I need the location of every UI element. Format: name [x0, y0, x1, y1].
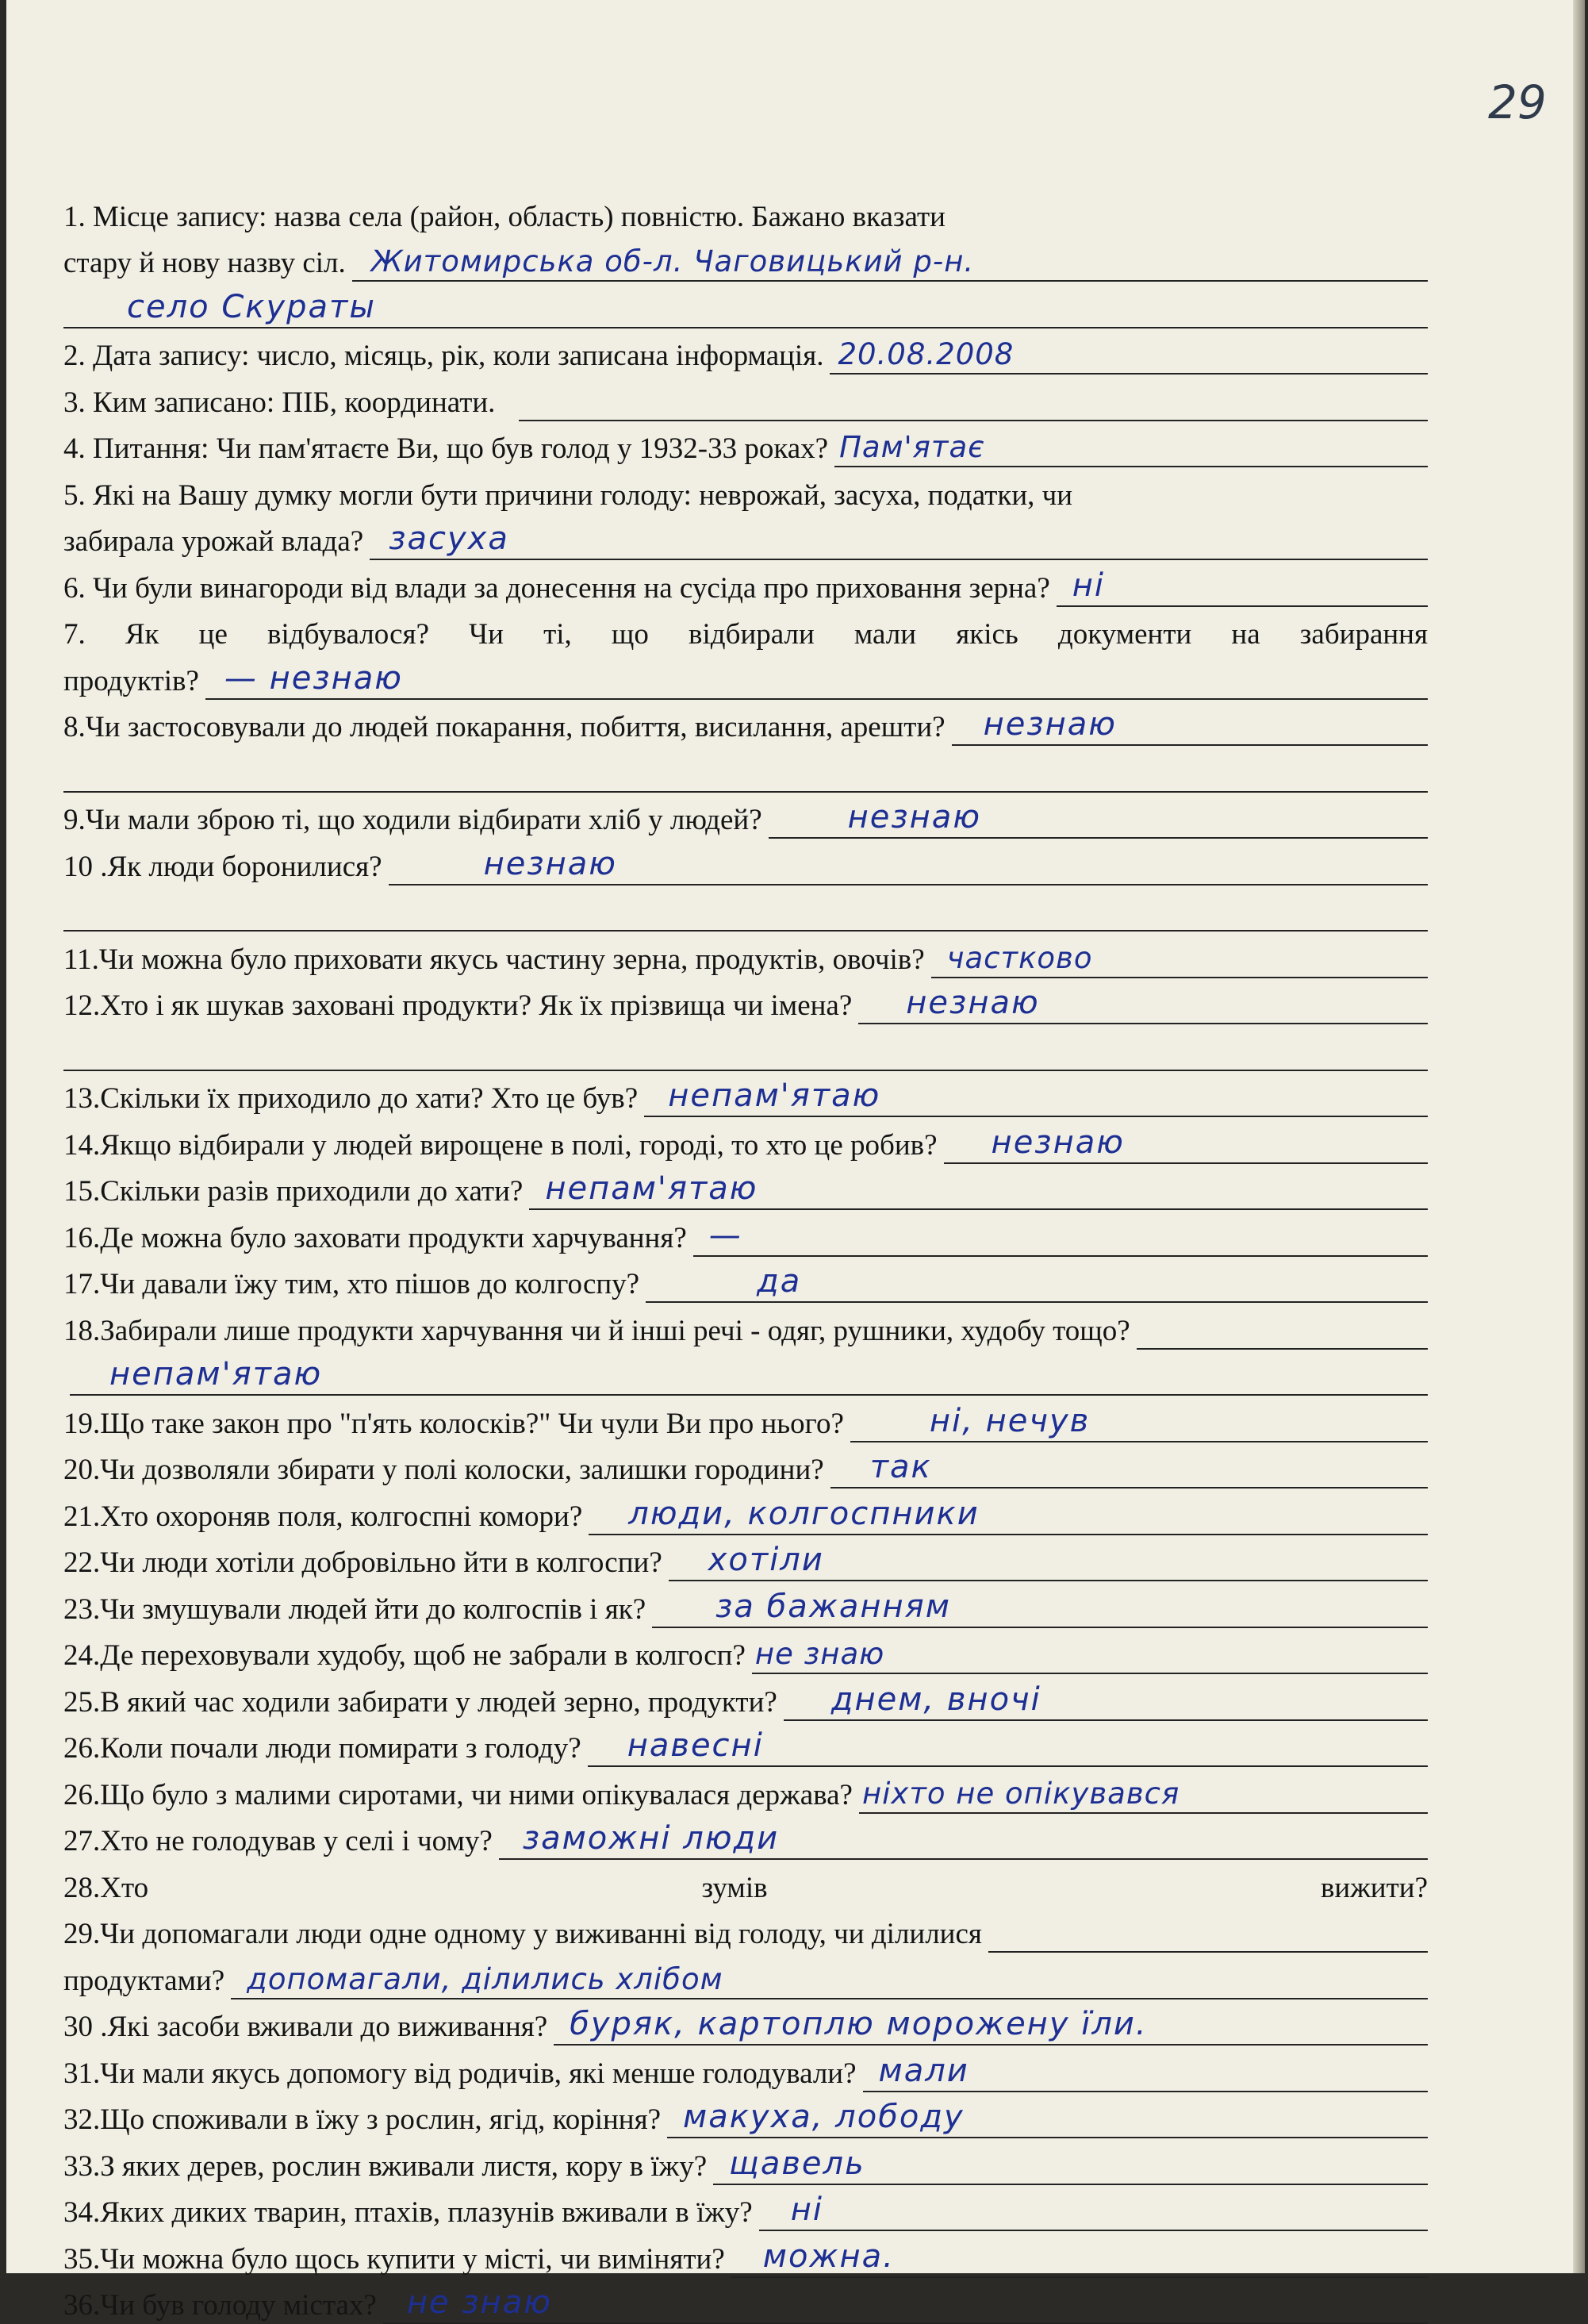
handwritten-answer: непам'ятаю [668, 1077, 880, 1114]
question-text: 28.Хто зумів вижити? [63, 1871, 1428, 1907]
handwritten-answer: ні [791, 2191, 823, 2228]
question-text: 35.Чи можна було щось купити у місті, чи виміняти? [63, 2242, 725, 2278]
question-row [63, 1442, 1428, 1489]
answer-line[interactable] [784, 1677, 1428, 1721]
question-text: 4. Питання: Чи пам'ятаєте Ви, що був голод у 1932-33 роках? [63, 432, 828, 467]
question-text: 5. Які на Вашу думку могли бути причини голоду: неврожай, засуха, податки, чи [63, 478, 1072, 514]
handwritten-answer: ні, нечув [930, 1403, 1090, 1439]
question-row [63, 1999, 1428, 2046]
question-row [63, 1303, 1428, 1350]
question-text: 33.З яких дерев, рослин вживали листя, кору в їжу? [63, 2149, 707, 2185]
question-text: 26.Коли почали люди помирати з голоду? [63, 1731, 581, 1767]
question-row [63, 1164, 1428, 1211]
question-row [63, 467, 1428, 514]
question-row [63, 932, 1428, 978]
handwritten-answer: Пам'ятає [839, 430, 984, 464]
answer-line[interactable] [713, 2141, 1428, 2185]
question-text: 8.Чи застосовували до людей покарання, побиття, висилання, арешти? [63, 710, 946, 746]
handwritten-answer: макуха, лободу [683, 2099, 965, 2135]
questionnaire-form [63, 189, 1428, 2324]
handwritten-answer: незнаю [984, 706, 1117, 743]
question-text: 23.Чи змушували людей йти до колгоспів і як? [63, 1592, 646, 1628]
handwritten-answer: — [709, 1217, 742, 1254]
question-row [63, 1071, 1428, 1118]
answer-line[interactable] [646, 1258, 1428, 1303]
answer-line[interactable] [588, 1723, 1428, 1767]
handwritten-answer: незнаю [906, 985, 1039, 1021]
question-row [63, 2278, 1428, 2324]
question-text: 14.Якщо відбирали у людей вирощене в полі, городі, то хто це робив? [63, 1128, 938, 1164]
handwritten-answer: да [757, 1263, 801, 1300]
question-text: 1. Місце запису: назва села (район, область) повністю. Бажано вказати [63, 200, 946, 236]
question-text: 21.Хто охороняв поля, колгоспні комори? [63, 1500, 582, 1535]
handwritten-answer: буряк, картоплю морожену їли. [570, 2006, 1147, 2042]
answer-line[interactable] [63, 748, 1428, 793]
question-row [63, 514, 1428, 561]
handwritten-answer: за бажанням [715, 1588, 951, 1625]
question-row [63, 793, 1428, 839]
question-text: забирала урожай влада? [63, 524, 363, 560]
question-row [63, 1210, 1428, 1257]
handwritten-answer: частково [947, 941, 1093, 975]
question-text: стару й нову назву сіл. [63, 246, 346, 282]
question-row [63, 1581, 1428, 1628]
question-text: 34.Яких диких тварин, птахів, плазунів вживали в їжу? [63, 2195, 753, 2231]
answer-line[interactable] [63, 284, 1428, 328]
answer-line[interactable] [63, 1027, 1428, 1071]
answer-line[interactable] [352, 237, 1428, 282]
question-text: 13.Скільки їх приходило до хати? Хто це був? [63, 1081, 638, 1117]
question-text: 26.Що було з малими сиротами, чи ними опікувалася держава? [63, 1778, 853, 1814]
answer-line[interactable] [529, 1166, 1428, 1210]
question-row [63, 746, 1428, 793]
answer-line[interactable] [731, 2234, 1428, 2278]
question-text: 9.Чи мали зброю ті, що ходили відбирати хліб у людей? [63, 803, 762, 839]
handwritten-answer: засуха [389, 520, 509, 557]
question-row [63, 1907, 1428, 1953]
question-row [63, 1628, 1428, 1675]
handwritten-answer: непам'ятаю [545, 1170, 758, 1207]
question-row [63, 1257, 1428, 1304]
handwritten-answer: незнаю [992, 1124, 1125, 1161]
handwritten-answer: Житомирська об-л. Чаговицький р-н. [371, 244, 974, 278]
answer-line[interactable] [988, 1908, 1428, 1953]
question-text: 10 .Як люди боронилися? [63, 850, 382, 885]
question-text: 31.Чи мали якусь допомогу від родичів, які менше голодували? [63, 2057, 857, 2092]
question-text: 19.Що таке закон про "п'ять колосків?" Чи чули Ви про нього? [63, 1407, 844, 1442]
answer-line[interactable] [389, 841, 1428, 885]
question-row [63, 1024, 1428, 1071]
question-text: 36.Чи був голоду містах? [63, 2288, 377, 2324]
answer-line[interactable] [1137, 1305, 1428, 1350]
answer-line[interactable] [205, 655, 1428, 700]
handwritten-answer: заможні люди [523, 1820, 779, 1857]
answer-line[interactable] [652, 1584, 1428, 1628]
question-text: 15.Скільки разів приходили до хати? [63, 1174, 523, 1210]
question-row [63, 607, 1428, 654]
question-row [63, 421, 1428, 468]
handwritten-answer: село Скураты [127, 289, 376, 325]
question-row [63, 236, 1428, 282]
question-text: 17.Чи давали їжу тим, хто пішов до колгоспу? [63, 1267, 639, 1303]
handwritten-answer: — незнаю [224, 660, 403, 697]
question-text: 7. Як це відбувалося? Чи ті, що відбирали мали якісь документи на забирання [63, 617, 1428, 653]
answer-line[interactable] [752, 1630, 1428, 1674]
handwritten-answer: не знаю [407, 2284, 552, 2321]
question-text: 6. Чи були винагороди від влади за донесення на сусіда про приховання зерна? [63, 571, 1050, 607]
answer-line[interactable] [834, 423, 1428, 467]
handwritten-answer: навесні [627, 1727, 764, 1764]
question-text: 2. Дата запису: число, місяць, рік, коли записана інформація. [63, 339, 823, 375]
question-row [63, 653, 1428, 700]
handwritten-answer: ні [1072, 567, 1105, 604]
handwritten-answer: так [870, 1449, 932, 1485]
handwritten-answer: люди, колгоспники [628, 1496, 979, 1532]
question-text: 30 .Які засоби вживали до виживання? [63, 2010, 547, 2046]
handwritten-answer: незнаю [484, 846, 617, 882]
handwritten-answer: допомагали, ділились хлібом [247, 1962, 723, 1996]
handwritten-answer: хотіли [708, 1542, 824, 1578]
question-row [63, 885, 1428, 932]
handwritten-answer: можна. [763, 2238, 895, 2275]
question-row [63, 839, 1428, 885]
answer-line[interactable] [830, 330, 1428, 375]
question-row [63, 700, 1428, 747]
question-text: 16.Де можна було заховати продукти харчування? [63, 1221, 687, 1257]
question-text: 11.Чи можна було приховати якусь частину зерна, продуктів, овочів? [63, 943, 925, 978]
question-text: 29.Чи допомагали люди одне одному у виживанні від голоду, чи ділилися [63, 1917, 982, 1953]
question-text: 20.Чи дозволяли збирати у полі колоски, залишки городини? [63, 1453, 824, 1489]
handwritten-answer: щавель [729, 2145, 865, 2182]
question-row [63, 2185, 1428, 2232]
answer-line[interactable] [63, 887, 1428, 932]
answer-line[interactable] [863, 2048, 1428, 2092]
question-row [63, 1860, 1428, 1907]
answer-line[interactable] [519, 377, 1428, 421]
answer-line[interactable] [644, 1073, 1428, 1117]
question-row [63, 375, 1428, 421]
answer-line[interactable] [667, 2094, 1428, 2138]
question-row [63, 1489, 1428, 1535]
handwritten-answer: днем, вночі [831, 1681, 1041, 1718]
question-text: 18.Забирали лише продукти харчування чи й інші речі - одяг, рушники, худобу тощо? [63, 1314, 1130, 1350]
answer-line[interactable] [759, 2187, 1428, 2231]
handwritten-answer: не знаю [755, 1637, 884, 1671]
question-text: продуктів? [63, 664, 199, 700]
answer-line[interactable] [669, 1537, 1428, 1581]
handwritten-answer: ніхто не опікувався [862, 1777, 1179, 1811]
question-row [63, 1721, 1428, 1768]
question-text: 24.Де переховували худобу, щоб не забрали в колгосп? [63, 1638, 746, 1674]
question-row [63, 1117, 1428, 1164]
page-number: 29 [1488, 75, 1547, 129]
answer-line[interactable] [1057, 563, 1428, 607]
handwritten-answer: незнаю [848, 799, 981, 835]
question-row [63, 978, 1428, 1025]
question-row [63, 2138, 1428, 2185]
question-row [63, 1814, 1428, 1861]
question-row [63, 1396, 1428, 1442]
question-text: 25.В який час ходили забирати у людей зерно, продукти? [63, 1685, 777, 1721]
question-row [63, 560, 1428, 607]
question-row [63, 2092, 1428, 2139]
handwritten-answer: непам'ятаю [109, 1356, 322, 1392]
answer-line[interactable] [952, 701, 1428, 746]
question-text: 32.Що споживали в їжу з рослин, ягід, коріння? [63, 2103, 661, 2138]
answer-line[interactable] [931, 934, 1428, 978]
answer-line[interactable] [554, 2001, 1428, 2046]
question-row [63, 2231, 1428, 2278]
question-row [63, 189, 1428, 236]
question-row [63, 1953, 1428, 1999]
handwritten-answer: мали [879, 2053, 969, 2089]
question-text: 12.Хто і як шукав заховані продукти? Як їх прізвища чи імена? [63, 989, 852, 1024]
answer-line[interactable] [944, 1120, 1428, 1164]
question-text: 27.Хто не голодував у селі і чому? [63, 1824, 493, 1860]
handwritten-answer: 20.08.2008 [838, 337, 1014, 371]
question-row [63, 282, 1428, 328]
answer-line[interactable] [859, 1769, 1428, 1814]
question-text: продуктами? [63, 1964, 224, 1999]
answer-line[interactable] [499, 1815, 1428, 1860]
question-row [63, 2046, 1428, 2092]
question-row [63, 1767, 1428, 1814]
answer-line[interactable] [769, 794, 1428, 839]
answer-line[interactable] [693, 1212, 1428, 1257]
question-text: 22.Чи люди хотіли добровільно йти в колгоспи? [63, 1546, 662, 1581]
question-row [63, 328, 1428, 375]
answer-line[interactable] [858, 980, 1428, 1024]
question-row [63, 1674, 1428, 1721]
answer-line[interactable] [70, 1351, 1428, 1396]
answer-line[interactable] [830, 1444, 1428, 1489]
questionnaire-page [6, 0, 1585, 2273]
answer-line[interactable] [370, 516, 1428, 560]
answer-line[interactable] [850, 1398, 1428, 1442]
answer-line[interactable] [589, 1491, 1428, 1535]
answer-line[interactable] [383, 2280, 1428, 2324]
answer-line[interactable] [231, 1955, 1428, 1999]
question-row [63, 1535, 1428, 1582]
question-row [63, 1350, 1428, 1396]
question-text: 3. Ким записано: ПІБ, координати. [63, 386, 495, 421]
